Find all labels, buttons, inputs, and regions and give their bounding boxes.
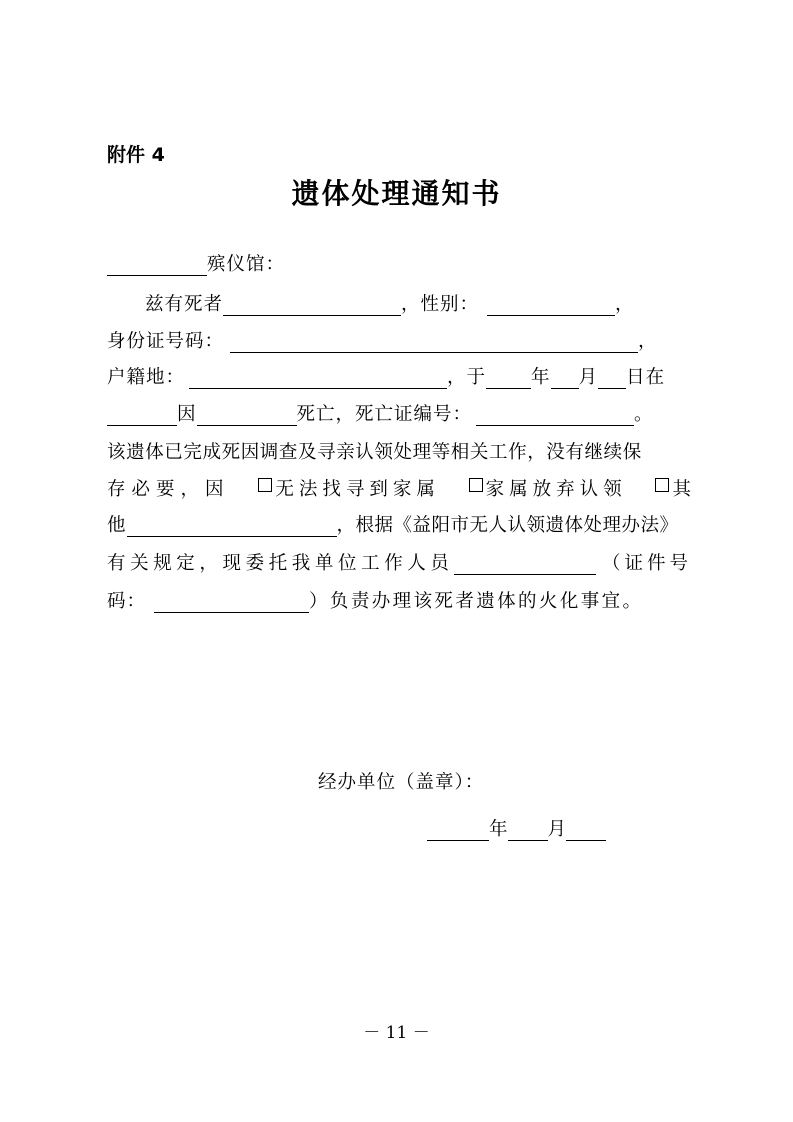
blank-staff-certificate[interactable] xyxy=(154,592,309,613)
line-cause xyxy=(107,400,692,426)
blank-place[interactable] xyxy=(107,405,177,426)
blank-sign-month[interactable] xyxy=(508,820,548,841)
blank-funeral-home[interactable] xyxy=(107,255,207,276)
blank-residence[interactable] xyxy=(189,368,447,389)
line-other xyxy=(107,511,692,537)
blank-day[interactable] xyxy=(598,368,626,389)
blank-sign-day[interactable] xyxy=(566,820,606,841)
text: 码： xyxy=(107,591,147,612)
text: 存必要，因 xyxy=(107,479,230,500)
blank-month[interactable] xyxy=(551,368,579,389)
text: 。 xyxy=(634,404,654,425)
blank-id-number[interactable] xyxy=(230,332,638,353)
line-deceased xyxy=(107,290,692,316)
text: ， xyxy=(615,294,635,315)
document-title: 遗体处理通知书 xyxy=(291,177,502,210)
blank-deceased-name[interactable] xyxy=(223,295,401,316)
line-body xyxy=(107,438,692,464)
line-staff xyxy=(107,549,692,575)
text: ，性别： xyxy=(401,294,480,315)
text: （证件号 xyxy=(601,553,692,574)
blank-sign-year[interactable] xyxy=(427,820,489,841)
checkbox[interactable] xyxy=(655,478,669,492)
text: 因 xyxy=(177,404,197,425)
text: 殡仪馆： xyxy=(207,254,286,275)
text: 月 xyxy=(547,819,567,840)
checkbox[interactable] xyxy=(258,478,272,492)
signature-date xyxy=(427,815,606,841)
text: 该遗体已完成死因调查及寻亲认领处理等相关工作，没有继续保 xyxy=(107,442,642,463)
text: ，于 xyxy=(447,367,487,388)
blank-gender[interactable] xyxy=(487,295,615,316)
text: 有关规定，现委托我单位工作人员 xyxy=(107,553,454,574)
blank-year[interactable] xyxy=(486,368,531,389)
seal-label: 经办单位（盖章）： xyxy=(318,772,485,793)
page-number: － 11 － xyxy=(363,1023,430,1043)
text: ， xyxy=(638,331,658,352)
text: 月 xyxy=(578,367,599,388)
line-certificate xyxy=(107,587,692,613)
text: 死亡，死亡证编号： xyxy=(296,404,473,425)
text: 年 xyxy=(531,367,551,388)
text: 兹有死者 xyxy=(145,294,224,315)
line-funeral-home xyxy=(107,250,692,276)
line-residence xyxy=(107,363,692,389)
text: ，根据《益阳市无人认领遗体处理办法》 xyxy=(336,515,679,536)
checkbox[interactable] xyxy=(469,478,483,492)
line-reasons xyxy=(107,475,692,501)
blank-other-reason[interactable] xyxy=(127,516,337,537)
text: 身份证号码： xyxy=(107,331,225,352)
text: 户籍地： xyxy=(107,367,186,388)
option-family-abandoned[interactable]: 家属放弃认领 xyxy=(469,475,627,501)
blank-staff-name[interactable] xyxy=(454,554,596,575)
option-no-family[interactable]: 无法找寻到家属 xyxy=(258,475,440,501)
blank-death-certificate[interactable] xyxy=(476,405,634,426)
text: ）负责办理该死者遗体的火化事宜。 xyxy=(309,591,644,612)
line-id-number xyxy=(107,327,692,353)
option-other[interactable]: 其 xyxy=(655,475,692,501)
text: 年 xyxy=(489,819,508,840)
text: 日在 xyxy=(626,367,666,388)
text: 他 xyxy=(107,515,127,536)
blank-cause[interactable] xyxy=(197,405,297,426)
attachment-label: 附件 4 xyxy=(107,144,165,166)
